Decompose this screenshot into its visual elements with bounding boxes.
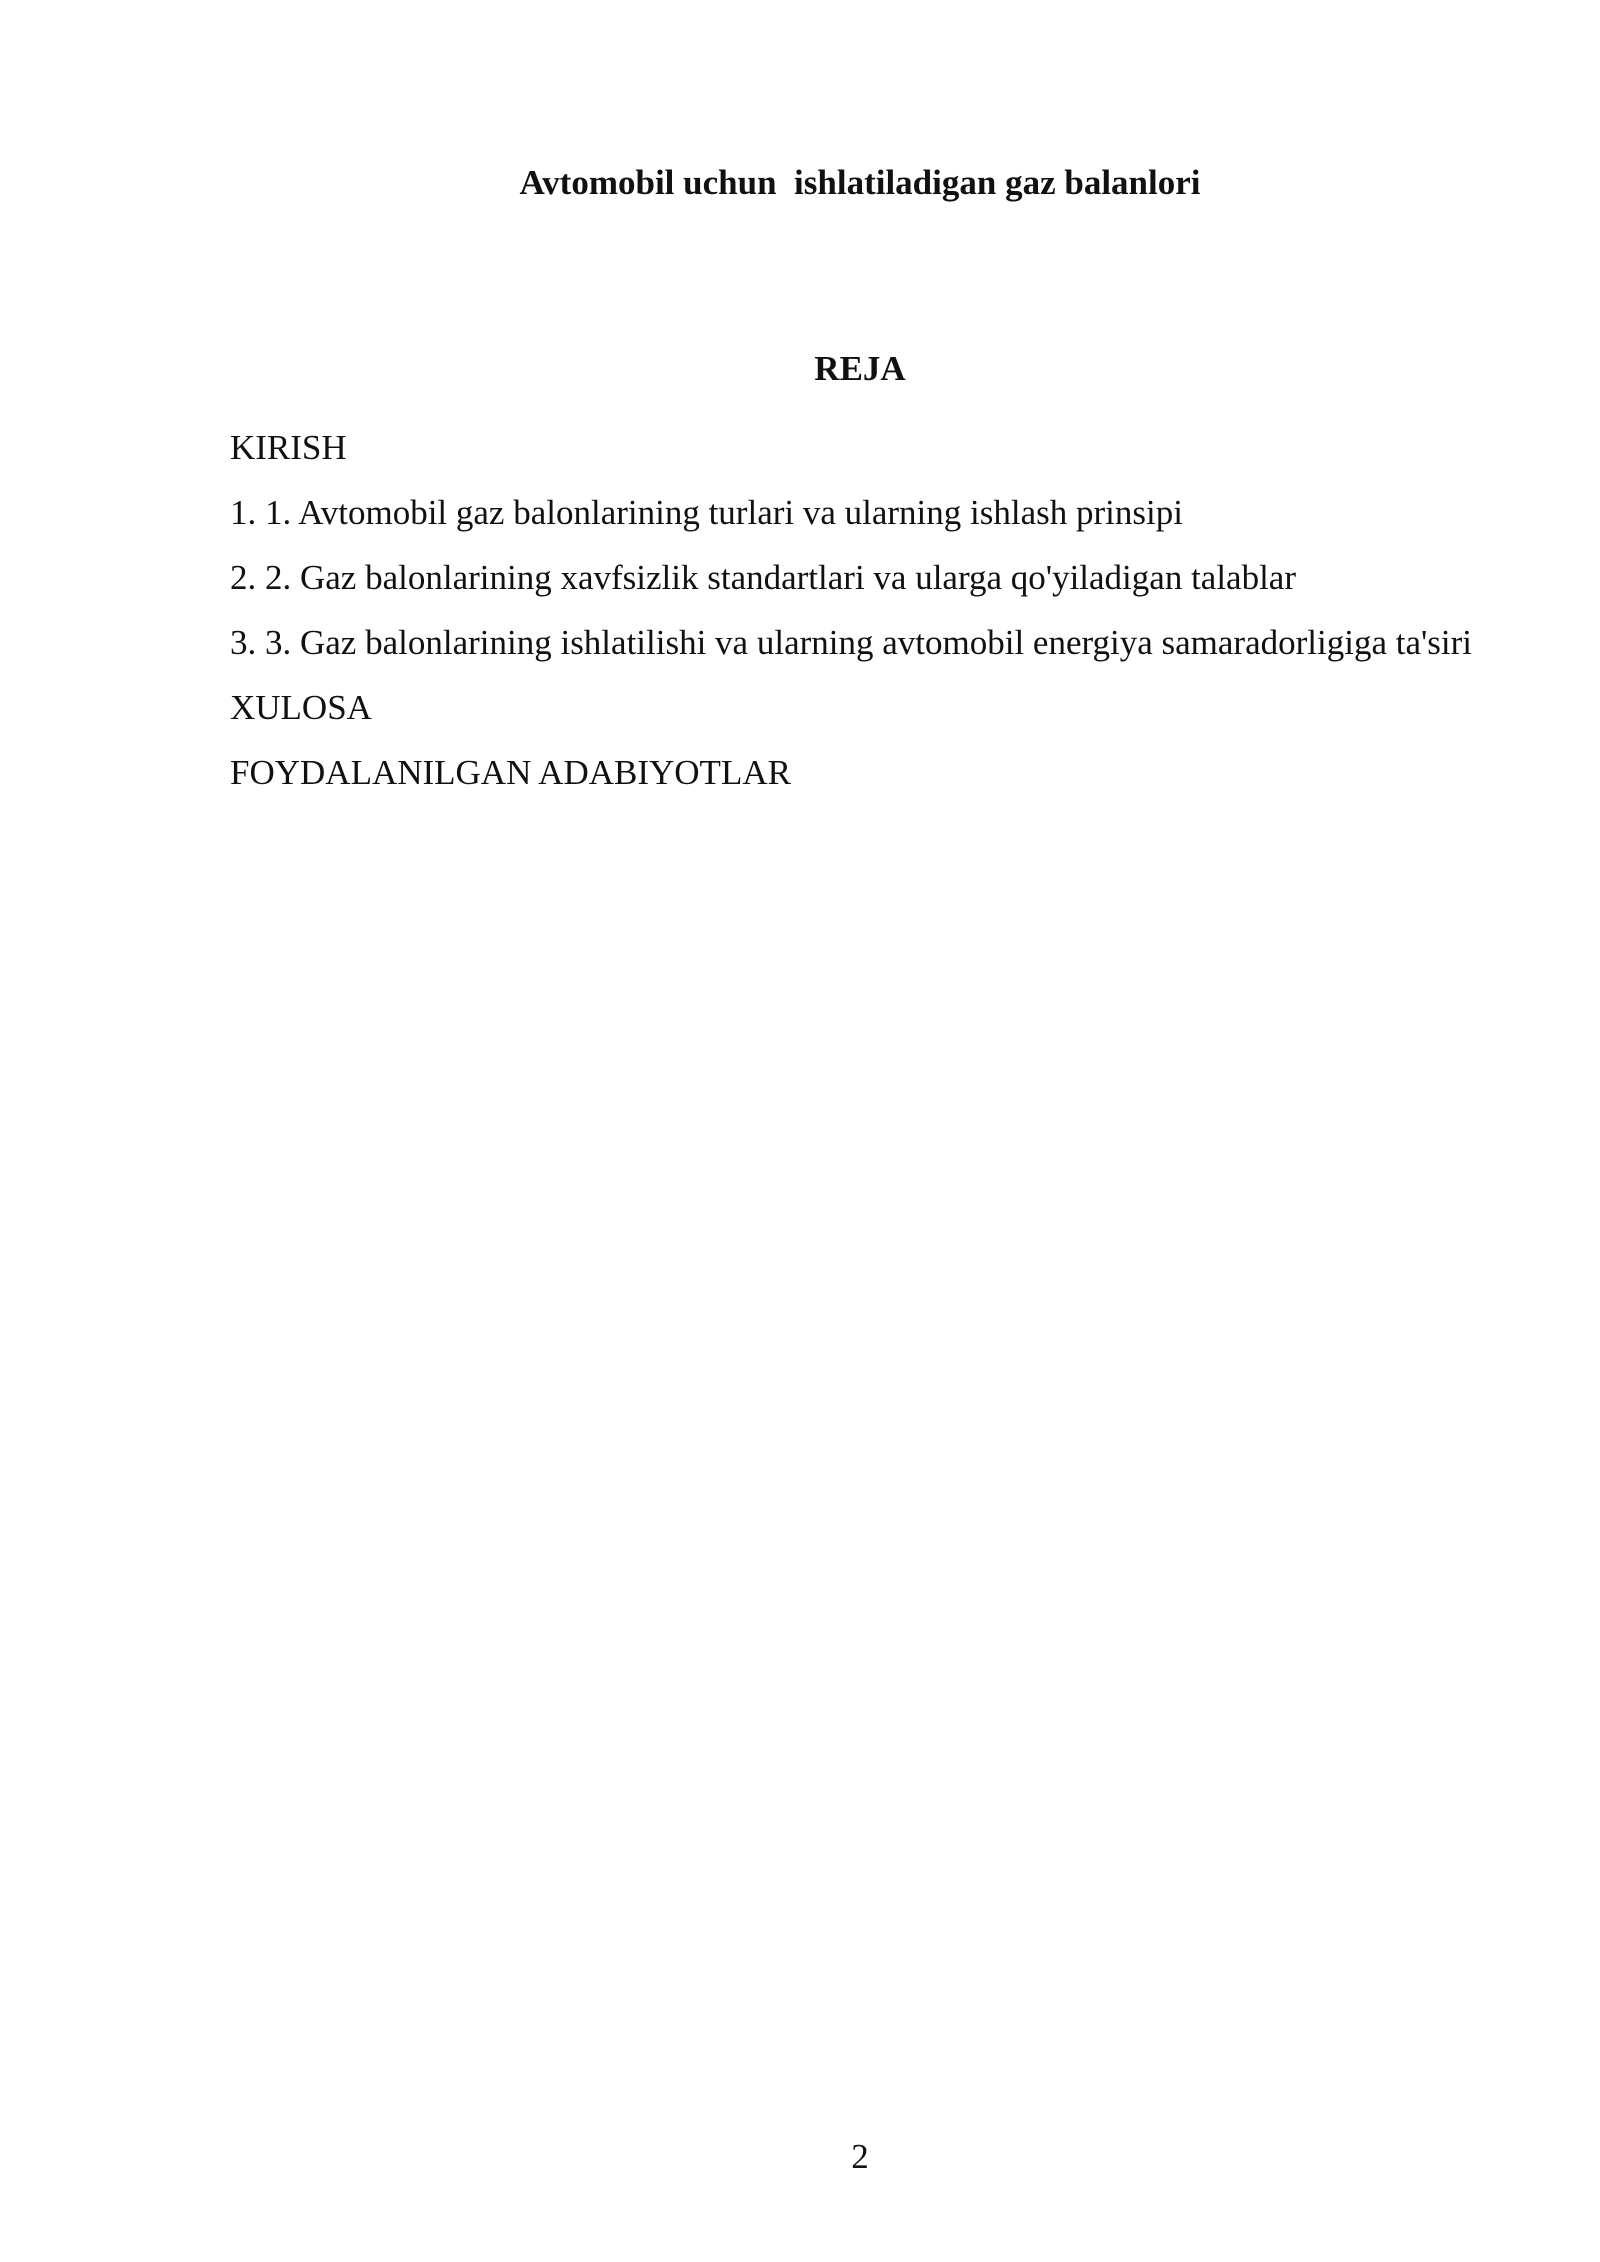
document-title: Avtomobil uchun ishlatiladigan gaz balanlori: [519, 163, 1201, 202]
toc-item-references: FOYDALANILGAN ADABIYOTLAR: [230, 753, 791, 792]
toc-item-chapter-1: 1. 1. Avtomobil gaz balonlarining turlari va ularning ishlash prinsipi: [230, 493, 1183, 532]
toc-item-chapter-2: 2. 2. Gaz balonlarining xavfsizlik standartlari va ularga qo'yiladigan talablar: [230, 558, 1296, 597]
toc-item-introduction: KIRISH: [230, 428, 347, 467]
page-number: 2: [851, 2137, 869, 2176]
toc-item-chapter-3: 3. 3. Gaz balonlarining ishlatilishi va ularning avtomobil energiya samaradorligiga ta'siri: [230, 623, 1473, 662]
toc-item-conclusion: XULOSA: [230, 688, 372, 727]
table-of-contents: [230, 420, 1500, 810]
plan-heading: REJA: [814, 349, 906, 388]
